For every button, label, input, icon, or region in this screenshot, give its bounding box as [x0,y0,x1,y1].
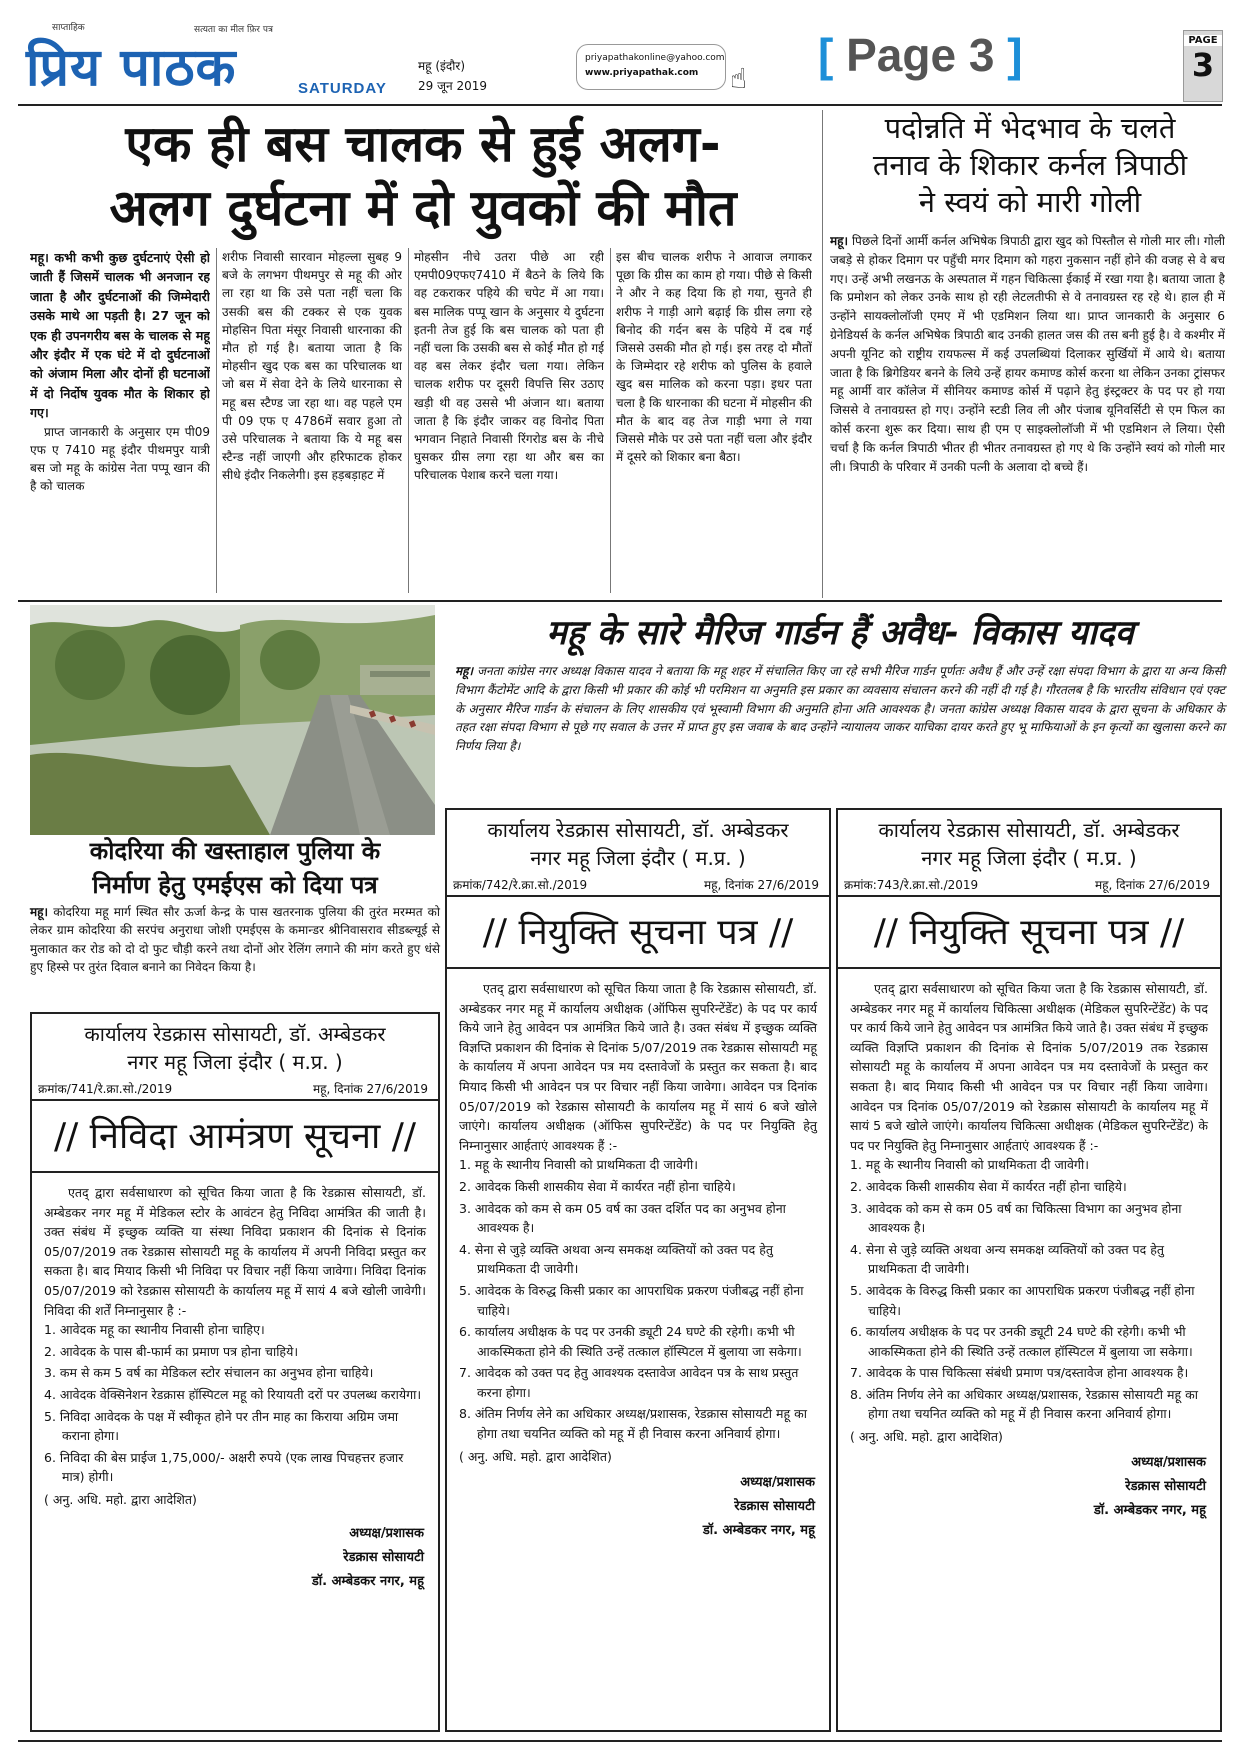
weekday: SATURDAY [298,80,387,97]
list-item: 2. आवेदक किसी शासकीय सेवा में कार्यरत नहीं होना चाहिये। [850,1178,1127,1194]
notice-office-line1: कार्यालय रेडक्रास सोसायटी, डॉ. अम्बेडकर [878,818,1180,842]
signature-designation: अध्यक्ष/प्रशासक [1131,1455,1206,1471]
bracket-left-icon: [ [818,29,847,81]
list-item: 1. महू के स्थानीय निवासी को प्राथमिकता दी जावेगी। [459,1157,698,1173]
masthead [18,8,1228,104]
story1-column-3: मोहसीन नीचे उतरा पीछे आ रही एमपी09एफए7410 में बैठने के लिये कि वह टकराकर पहिये की चपेट में आ गया। बस मालिक पप्पू खान के अनुसार ये दुर्घटना इतनी तेज हुई कि बस चालक को पता ही नहीं चला कि उसकी बस से कोई मौत हो गई वह बस लेकर इंदौर चला गया। लेकिन चालक शरीफ पर दूसरी विपत्ति सिर उठाए खड़ी थी वह उससे भी अंजान था। बताया जाता है कि इंदौर जाकर वह विनोद पिता भगवान निहाते निवासी रिंगरोड बस के नीचे घुसकर ग्रीस लगा रहा था और बस का परिचालक पेशाब करने चला गया। [414,250,604,483]
list-item: 5. आवेदक के विरुद्ध किसी प्रकार का आपराधिक प्रकरण पंजीबद्ध नहीं होना चाहिये। [850,1282,1195,1318]
list-item: 8. अंतिम निर्णय लेने का अधिकार अध्यक्ष/प्रशासक, रेडक्रास सोसायटी महू का होगा तथा चयनित व्यक्ति को महू में ही निवास करना अनिवार्य होगा। [459,1406,807,1442]
notice-date: महू, दिनांक 27/6/2019 [1095,878,1210,892]
list-item: 1. महू के स्थानीय निवासी को प्राथमिकता दी जावेगी। [850,1157,1089,1173]
page-label-text: Page 3 [846,29,995,81]
list-item: 3. आवेदक को कम से कम 05 वर्ष का उक्त दर्शित पद का अनुभव होना आवश्यक है। [459,1200,786,1236]
story1-lead [30,248,210,423]
signature-address: डॉ. अम्बेडकर नगर, महू [702,1522,815,1538]
story1-column-1 [30,248,210,598]
dateline: महू। [455,664,474,678]
list-item: 3. आवेदक को कम से कम 05 वर्ष का चिकित्सा विभाग का अनुभव होना आवश्यक है। [850,1200,1182,1236]
story4-headline-line2: निर्माण हेतु एमईएस को दिया पत्र [92,871,378,899]
appointment-notice-office-superintendent [445,808,831,1732]
notice-reference: क्रमांक:743/रे.क्रा.सो./2019 [844,878,979,892]
list-item: 7. आवेदक के पास चिकित्सा संबंधी प्रमाण पत्र/दस्तावेज होना आवश्यक है। [850,1365,1189,1381]
list-item: 5. आवेदक के विरुद्ध किसी प्रकार का आपराधिक प्रकरण पंजीबद्ध नहीं होना चाहिये। [459,1282,804,1318]
story1-headline-line2: अलग दुर्घटना में दो युवकों की मौत [109,179,737,237]
list-item: 2. आवेदक किसी शासकीय सेवा में कार्यरत नहीं होना चाहिये। [459,1178,736,1194]
notice-qualifications [838,1155,1220,1424]
column-divider [610,248,611,593]
dateline: महू। [830,234,849,248]
story3-body-text: जनता कांग्रेस नगर अध्यक्ष विकास यादव ने बताया कि महू शहर में संचालित किए जा रहे सभी मैरिज गार्डन पूर्णतः अवैध हैं और उन्हें रक्षा संपदा विभाग के द्वारा या अन्य किसी विभाग कैंटोमेंट आदि के द्वारा किसी भी प्रकार की कोई भी परमिशन या अनुमति इस प्रकार का व्यवसाय संचालन करने की नहीं दी गई है। गौरतलब है कि भारतीय संविधान एवं एक्ट के अनुसार मैरिज गार्डन के संचालन के लिए शासकीय एवं भूस्वामी विभाग की अनुमति होना अति आवश्यक है। जनता कांग्रेस अध्यक्ष विकास यादव के द्वारा सूचना के अधिकार के तहत रक्षा संपदा विभाग से पूछे गए सवाल के उत्तर में प्राप्त हुए इस जवाब के बाद उन्होंने न्यायालय जाकर याचिका दायर करते हुए भू माफियाओं के इन कृत्यों का खुलासा करने का निर्णय लिया है। [455,664,1225,754]
list-item: 5. निविदा आवेदक के पक्ष में स्वीकृत होने पर तीन माह का किराया अग्रिम जमा कराना होगा। [44,1408,399,1444]
signature-designation: अध्यक्ष/प्रशासक [349,1525,424,1541]
logo-subtagline: सत्यता का मील फ़िर पत्र [194,25,273,35]
divider [838,967,1220,969]
notice-office-line2: नगर महू जिला इंदौर ( म.प्र. ) [530,846,746,870]
signature-organization: रेडक्रास सोसायटी [1125,1479,1206,1495]
divider [447,895,829,897]
story4-body-text: कोदरिया महू मार्ग स्थित सौर ऊर्जा केन्द्र के पास खतरनाक पुलिया की तुरंत मरम्मत को लेकर ग्राम कोदरिया की सरपंच अनुराधा जोशी एमईएस के कमान्डर श्रीनिवासराव सीडब्ल्यूई से मुलाकात कर रोड को दो दो फुट चौड़ी करने तथा दोनों ओर रेलिंग लगाने की मांग करते हुए धंसे हुए हिस्से पर तुरंत दिवाल बनाने का निवेदन किया है। [30,905,440,975]
page-badge-label: PAGE [1184,35,1222,46]
list-item: 8. अंतिम निर्णय लेने का अधिकार अध्यक्ष/प्रशासक, रेडक्रास सोसायटी महू का होगा तथा चयनित व्यक्ति को महू में ही निवास करना अनिवार्य होगा। [850,1386,1198,1422]
page-label [818,28,1023,82]
tender-notice [30,1012,440,1732]
story1-headline [28,112,818,240]
list-item: 1. आवेदक महू का स्थानीय निवासी होना चाहिए। [44,1322,265,1338]
story4-headline-line1: कोदरिया की खस्ताहाल पुलिया के [89,837,381,865]
notice-office-line2: नगर महू जिला इंदौर ( म.प्र. ) [921,846,1137,870]
notice-office-line2: नगर महू जिला इंदौर ( म.प्र. ) [127,1050,343,1074]
notice-meta [32,1076,438,1097]
story4-headline [30,834,440,902]
notice-qualifications [447,1155,829,1443]
contact-box [576,44,726,90]
story3-body [455,662,1225,756]
list-item: 6. निविदा की बेस प्राईज 1,75,000/- अक्षरी रुपये (एक लाख पिचहत्तर हजार मात्र) होगी। [44,1449,404,1485]
list-item: 6. कार्यालय अधीक्षक के पद पर उनकी ड्यूटी 24 घण्टे की रहेगी। कभी भी आकस्मिकता होने की स्थिति उन्हें तत्काल हॉस्पिटल में बुलाया जा सकेगा। [850,1324,1193,1359]
story2-body [830,232,1225,598]
list-item: 2. आवेदक के पास बी-फार्म का प्रमाण पत्र होना चाहिये। [44,1343,299,1359]
road-bridge-photo [30,605,435,835]
notice-conditions [32,1320,438,1487]
signature-organization: रेडक्रास सोसायटी [343,1549,424,1565]
dateline: महू। [30,905,49,919]
signature-address: डॉ. अम्बेडकर नगर, महू [311,1573,424,1589]
divider [32,1171,438,1173]
column-divider [408,248,409,593]
notice-office [838,810,1220,872]
list-item: 3. कम से कम 5 वर्ष का मेडिकल स्टोर संचालन का अनुभव होना चाहिये। [44,1365,374,1381]
notice-order: ( अनु. अधि. महो. द्वारा आदेशित) [44,1491,197,1507]
page-badge-number: 3 [1191,46,1215,84]
issue-date: 29 जून 2019 [418,79,488,93]
notice-title: // नियुक्ति सूचना पत्र // [873,912,1185,953]
story1-lead-text: कभी कभी कुछ दुर्घटनाएं ऐसी हो जाती हैं जिसमें चालक भी अनजान रह जाता है और दुर्घटनाओं की जिम्मेदारी उसके माथे आ पड़ती है। 27 जून को एक ही उपनगरीय बस के चालक से महू और इंदौर में एक घंटे में दो दुर्घटनाओं को अंजाम मिला और दोनों ही घटनाओं में दो निर्दोष युवक मौत के शिकार हो गए। [30,250,210,421]
signature-designation: अध्यक्ष/प्रशासक [740,1474,815,1490]
notice-title: // नियुक्ति सूचना पत्र // [482,912,794,953]
list-item: 6. कार्यालय अधीक्षक के पद पर उनकी ड्यूटी 24 घण्टे की रहेगी। कभी भी आकस्मिकता होने की स्थिति उन्हें तत्काल हॉस्पिटल में बुलाया जा सकेगा। [459,1324,802,1359]
notice-office-line1: कार्यालय रेडक्रास सोसायटी, डॉ. अम्बेडकर [84,1022,386,1046]
place-date [418,56,487,96]
notice-order: ( अनु. अधि. महो. द्वारा आदेशित) [459,1448,612,1464]
place: महू (इंदौर) [418,59,466,73]
story2-headline [830,110,1230,221]
story4-body [30,903,440,977]
story2-headline-line3: ने स्वयं को मारी गोली [918,185,1142,219]
list-item: 4. सेना से जुड़े व्यक्ति अथवा अन्य समकक्ष व्यक्तियों को उक्त पद हेतु प्राथमिकता दी जावेगी। [850,1241,1165,1277]
divider [18,104,1222,106]
notice-title: // निविदा आमंत्रण सूचना // [53,1116,417,1157]
notice-signature [838,1451,1220,1523]
notice-office [447,810,829,872]
story3-headline: महू के सारे मैरिज गार्डन हैं अवैध- विकास यादव [546,613,1134,653]
bracket-right-icon: ] [994,29,1023,81]
column-divider [822,110,823,598]
notice-meta [447,872,829,893]
email: priyapathakonline@yahoo.com [585,53,725,63]
notice-meta [838,872,1220,893]
notice-body: एतद् द्वारा सर्वसाधारण को सूचित किया जता है कि रेडक्रास सोसायटी, डॉ. अम्बेडकर नगर महू में कार्यालय चिकित्सा अधीक्षक (मेडिकल सुपरिन्टेंडेंट) के पद पर कार्य किये जाने हेतु आवेदन पत्र आमंत्रित किये जाते है। उक्त संबंध में इच्छुक व्यक्ति विज्ञप्ति प्रकाशन की दिनांक से दिनांक 5/07/2019 तक रेडक्रास सोसायटी महू के कार्यालय में अपना आवेदन पत्र मय दस्तावेजों के प्रस्तुत कर सकता है। बाद मियाद किसी भी आवेदन पत्र पर विचार नहीं किया जावेगा। आवेदन पत्र दिनांक 05/07/2019 को रेडक्रास सोसायटी के कार्यालय महू में सायं 5 बजे खोले जाएंगे। कार्यालय चिकित्सा अधीक्षक (मेडिकल सुपरिन्टेंडेंट) के पद पर नियुक्ति हेतु निम्नानुसार आर्हताएं आवश्यक हैं :- [850,981,1208,1153]
column-divider [216,248,217,593]
page-badge [1183,30,1223,102]
notice-body: एतद् द्वारा सर्वसाधारण को सूचित किया जाता है कि रेडक्रास सोसायटी, डॉ. अम्बेडकर नगर महू में कार्यालय अधीक्षक (ऑफिस सुपरिन्टेंडेंट) के पद पर कार्य किये जाने हेतु आवेदन पत्र आमंत्रित किये जाते है। उक्त संबंध में इच्छुक व्यक्ति विज्ञप्ति प्रकाशन की दिनांक से दिनांक 5/07/2019 तक रेडक्रास सोसायटी महू के कार्यालय में अपना आवेदन पत्र मय दस्तावेजों के प्रस्तुत कर सकता है। बाद मियाद किसी भी आवेदन पत्र पर विचार नहीं किया जावेगा। आवेदन पत्र दिनांक 05/07/2019 को रेडक्रास सोसायटी के कार्यालय महू में सायं 6 बजे खोले जाएंगे। कार्यालय अधीक्षक (ऑफिस सुपरिन्टेंडेंट) के पद पर नियुक्ति हेतु निम्नानुसार आर्हताएं आवश्यक हैं :- [459,981,817,1153]
website-link[interactable]: www.priyapathak.com [585,68,699,78]
notice-date: महू, दिनांक 27/6/2019 [704,878,819,892]
story1-headline-line1: एक ही बस चालक से हुई अलग- [125,115,721,173]
logo-tagline: साप्ताहिक [52,23,85,33]
notice-signature [32,1522,438,1594]
story2-headline-line1: पदोन्नति में भेदभाव के चलते [884,111,1176,145]
notice-office [32,1014,438,1076]
story1-column-4: इस बीच चालक शरीफ ने आवाज लगाकर पूछा कि ग्रीस का काम हो गया। पीछे से किसी ने और ने कह दिया कि हो गया, सुनते ही शरीफ ने गाड़ी आगे बढ़ाई कि ग्रीस लगा रहे बिनोद की गर्दन बस के पहिये में दब गई जिससे उसकी मौत हो गई। इस तरह दो मौतों के जिम्मेदार रहे शरीफ को पुलिस के हवाले खुद बस मालिक को करना पड़ा। इधर पता चला है कि धारनाका की घटना में मोहसीन की मौत के बाद वह तेज गाड़ी भगा ले गया जिससे मौके पर उसे पता नहीं चला और इंदौर में दूसरे को शिकार बना बैठा। [616,250,812,465]
story1-column-2: शरीफ निवासी सारवान मोहल्ला सुबह 9 बजे के लगभग पीथमपुर से महू की ओर ला रहा था कि उसे पता नहीं चला कि उसकी बस की टक्कर से एक युवक मोहसिन पिता मंसूर निवासी धारनाका की मौत हो गई है। बताया जाता है कि मोहसीन खुद एक बस का परिचालक था जो बस में सेवा देने के लिये धारनाका से महू बस स्टैण्ड जा रहा था। वह पहले एम पी 09 एफ ए 4786में सवार हुआ तो उसे परिचालक ने बताया कि ये महू बस स्टैन्ड नहीं जाएगी और हरिफाटक होकर सीधे इंदौर निकलेगी। इस हड़बड़ाहट में [222,250,402,483]
notice-reference: क्रमांक/741/रे.क्रा.सो./2019 [38,1082,173,1096]
notice-reference: क्रमांक/742/रे.क्रा.सो./2019 [453,878,588,892]
list-item: 4. आवेदक वेक्सिनेशन रेडक्रास हॉस्पिटल महू को रियायती दरों पर उपलब्ध करायेगा। [44,1386,422,1402]
story2-body-text: पिछले दिनों आर्मी कर्नल अभिषेक त्रिपाठी द्वारा खुद को पिस्तौल से गोली मार ली। गोली जबड़े से होकर दिमाग पर पहुँची मगर दिमाग को गहरा नुकसान नहीं होने की वजह से वे बच गए। उन्हें अभी लखनऊ के अस्पताल में गहन चिकित्सा ईकाई में रखा गया है। बताया जाता है कि प्रमोशन को लेकर उनके साथ हो रही लेटलतीफी से वे तनावग्रस्त रह रहे थे। हाल ही में उन्होंने सायक्लोलॉजी एमए में भी एडमिशन लिया था। प्राप्त जानकारी के अनुसार 6 ग्रेनेडियर्स के कर्नल अभिषेक त्रिपाठी बाद उनकी हालत जस की तस बनी हुई है। वे कश्मीर में अपनी यूनिट को राष्ट्रीय रायफल्स में कई उपलब्धियां दिलाकर सुर्खियों में आये थे। बताया जाता है कि ब्रिगेडियर बनने के लिये उन्हें हायर कमाण्ड कोर्स करना था लेकिन उनका ट्रांसफर महू आर्मी वार कॉलेज में सीनियर कमाण्ड कोर्स में पढ़ाने हेतु इंस्ट्रक्टर के पद पर हो गया जिससे वे तनावग्रस्त हो गए। उन्होंने स्टडी लिव ली और पंजाब यूनिवर्सिटी से एम फिल का कोर्स करना शुरू कर दिया। साथ ही एम ए साइक्लोलॉजी में भी एडमिशन ले लिया। ऐसी चर्चा है कि कर्नल त्रिपाठी भीतर ही भीतर तनावग्रस्त हो गए थे कि उन्होंने स्वयं को गोली मार ली। त्रिपाठी के परिवार में उनकी पत्नी के अलावा दो बच्चे हैं। [830,234,1225,474]
divider [838,895,1220,897]
dateline: महू। [30,250,49,265]
divider [18,600,1222,602]
signature-address: डॉ. अम्बेडकर नगर, महू [1093,1503,1206,1519]
pointing-hand-icon: ☝ [730,62,748,95]
divider [32,1099,438,1101]
notice-order: ( अनु. अधि. महो. द्वारा आदेशित) [850,1429,1003,1445]
divider [447,967,829,969]
notice-body: एतद् द्वारा सर्वसाधारण को सूचित किया जाता है कि रेडक्रास सोसायटी, डॉ. अम्बेडकर नगर महू में मेडिकल स्टोर के आवंटन हेतु निविदा आमंत्रित की जाती है। उक्त संबंध में इच्छुक व्यक्ति या संस्था निविदा प्रकाशन की दिनांक से दिनांक 05/07/2019 तक रेडक्रास सोसायटी महू के कार्यालय में अपनी निविदा प्रस्तुत कर सकता है। बाद मियाद किसी भी निविदा पर विचार नहीं किया जावेगा। निविदा दिनांक 05/07/2019 को रेडक्रास सोसायटी के कार्यालय महू में सायं 4 बजे खोली जावेगी। निविदा की शर्तें निम्नानुसार है :- [44,1185,426,1318]
signature-organization: रेडक्रास सोसायटी [734,1498,815,1514]
notice-office-line1: कार्यालय रेडक्रास सोसायटी, डॉ. अम्बेडकर [487,818,789,842]
list-item: 4. सेना से जुड़े व्यक्ति अथवा अन्य समकक्ष व्यक्तियों को उक्त पद हेतु प्राथमिकता दी जावेगी। [459,1241,774,1277]
story1-column-1-text: प्राप्त जानकारी के अनुसार एम पी09 एफ ए 7410 महू इंदौर पीथमपुर यात्री बस जो महू के कांग्रेस नेता पप्पू खान की है को चालक [30,424,210,494]
newspaper-logo: प्रिय पाठक [26,37,237,98]
notice-date: महू, दिनांक 27/6/2019 [313,1082,428,1096]
divider [18,1740,1222,1742]
notice-signature [447,1471,829,1543]
list-item: 7. आवेदक को उक्त पद हेतु आवश्यक दस्तावेज आवेदन पत्र के साथ प्रस्तुत करना होगा। [459,1365,799,1400]
appointment-notice-medical-superintendent [836,808,1222,1732]
story2-headline-line2: तनाव के शिकार कर्नल त्रिपाठी [872,148,1188,182]
